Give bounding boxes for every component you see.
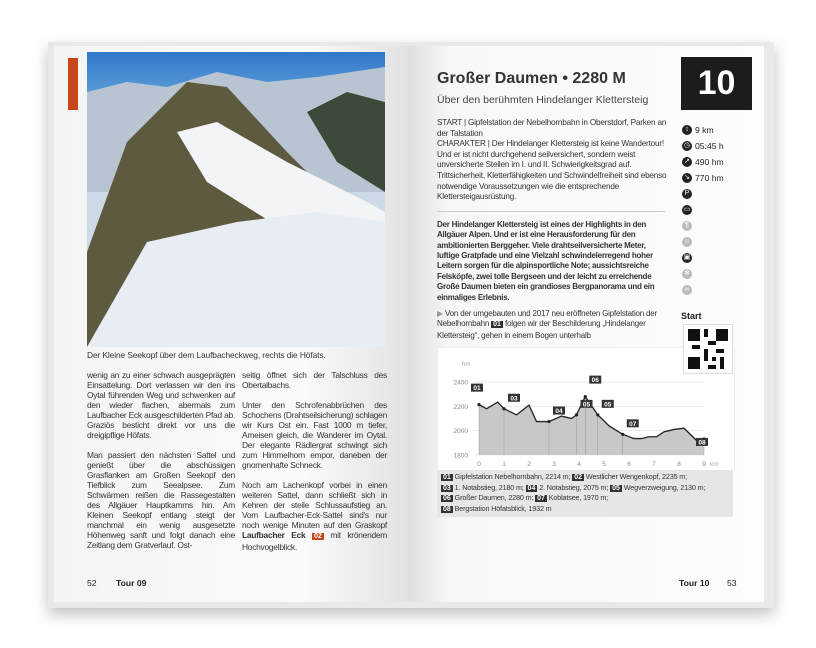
stat-cablecar (682, 250, 724, 266)
waypoint-label: 03 (510, 395, 518, 403)
x-tick-label: 2 (527, 461, 531, 469)
legend-text: Großer Daumen, 2280 m; (454, 493, 534, 503)
legend-marker: 01 (443, 474, 451, 482)
photo-caption: Der Kleine Seekopf über dem Laufbacheckweg, rechts die Höfats. (87, 350, 326, 360)
stat-bus (682, 202, 724, 218)
y-tick-label: 1800 (453, 452, 468, 460)
intro-text: Der Hindelanger Klettersteig ist eines der Highlights in den Allgäuer Alpen. Und er ist eine Herausforderung für den ambitionierten Berggeher. Viele drahtseilversicherte Meter, luftige Gratpfade und eine Vielzahl schwindelerregend hoher Leitern sorgen für die alpinsportliche Note; aussichtsreiche Felsköpfe, zwei tolle Bergseen und der leicht zu erreichende Große Daumen bieten ein grandioses Bergpanorama und ein einmaliges Erlebnis. (437, 219, 655, 302)
waypoint-label: 05 (604, 401, 612, 409)
y-axis-label: hm (462, 362, 471, 369)
legend-item (526, 483, 611, 492)
chapter-tab (68, 58, 78, 110)
bus-icon: ▭ (683, 206, 691, 213)
waypoint-label: 08 (698, 439, 706, 447)
legend-marker: 06 (443, 495, 451, 503)
stat-value: 05:45 h (695, 141, 724, 151)
tour-stats (682, 122, 724, 298)
parking-icon: P (682, 189, 692, 199)
paragraph: wenig an zu einer schwach ausgeprägten Einsattelung. Dort verlassen wir den ins Oytal führenden Weg und schwenken auf den wieder flachen, abermals zum Laufbacher Eck ausgeschilderten Pfad ab. Graziös besticht direkt vor uns die dreigipflige Höfats. (87, 370, 235, 440)
legend-marker: 03 (443, 484, 451, 492)
waypoint-label: 07 (629, 421, 637, 429)
legend-item (572, 472, 687, 481)
page-number-right: 53 (727, 578, 737, 588)
mountain-photo (87, 52, 385, 347)
text-column-1 (87, 370, 235, 560)
tour-label-right: Tour 10 (679, 578, 710, 588)
x-tick-label: 9 (702, 461, 706, 469)
legend-item (441, 483, 526, 492)
divider (437, 211, 665, 212)
distance-icon: ↕ (682, 125, 692, 135)
waypoint-marker: 01 (493, 321, 501, 329)
legend-item (535, 493, 608, 502)
waypoint-point (502, 407, 505, 410)
x-tick-label: 5 (602, 461, 606, 469)
tour-title: Großer Daumen • 2280 M (437, 70, 626, 87)
character-info: CHARAKTER | Der Hindelanger Klettersteig ist keine Wandertour! Und er ist nicht durchgehend seilversichert, sondern weist unversicherte Stellen im I. und II. Schwierigkeitsgrad auf. Trittsicherheit, Kletterfähigkeiten und Schwindelfreiheit sind ebenso notwendige Voraussetzungen wie die entsprechende Klettersteigausrüstung. (437, 139, 667, 202)
legend-item (441, 472, 572, 481)
y-tick-label: 2200 (453, 404, 468, 412)
tour-label-left: Tour 09 (116, 578, 147, 588)
legend-marker: 07 (537, 495, 545, 503)
stat-value: 770 hm (695, 173, 724, 183)
stat-ascent (682, 154, 724, 170)
paragraph: Man passiert den nächsten Sattel und genießt über die abschüssigen Grasflanken am Großen Seekopf den Tiefblick zum Seealpsee. Zum Schwärmen reißen die Rassegestalten des Allgäuer Hauptkamms hin. Am Kleinen Seekopf entlang steigt der manchmal ein wenig ausgesetzte Höhenweg sanft und folgt danach eine Zeitlang dem Gratverlauf. Ost- (87, 450, 235, 550)
start-label: Start (681, 311, 702, 321)
play-icon: ▶ (437, 309, 445, 318)
legend-text: Bergstation Höfatsblick, 1932 m (454, 504, 552, 513)
x-axis-label: km (710, 461, 719, 469)
stat-food (682, 218, 724, 234)
legend-item (610, 483, 705, 492)
x-tick-label: 8 (677, 461, 681, 469)
x-tick-label: 1 (502, 461, 506, 469)
paragraph: Unter den Schrofenabbrüchen des Schochens (Drahtseilsicherung) schlagen wir Kurs Ost ein. Fast 1000 m tiefer, Ameisen gleich, die Wanderer im Oytal. Der elegante Rädlergrat schwingt sich zum Himmelhorn empor, daneben der gnomenhafte Schneck. (242, 400, 387, 470)
stat-bike (682, 282, 724, 298)
y-tick-label: 2000 (453, 428, 468, 436)
tour-info (437, 118, 669, 203)
waypoint-point (621, 433, 624, 436)
waypoint-label: 05 (582, 401, 591, 409)
text: mit krönendem Hochvogelblick. (242, 530, 388, 552)
legend-text: 1. Notabstieg, 2180 m; (454, 482, 524, 492)
family-icon: ☺ (683, 238, 691, 245)
x-tick-label: 7 (652, 461, 656, 469)
stat-value: 9 km (695, 125, 714, 135)
x-tick-label: 4 (577, 461, 581, 469)
tour-subtitle: Über den berühmten Hindelanger Klettersteig (437, 94, 649, 106)
stat-parking (682, 186, 724, 202)
tour-number: 10 (681, 57, 752, 110)
descent-icon: ↘ (682, 173, 692, 183)
snowflake-icon: ✻ (682, 269, 692, 279)
text: Von der umgebauten und 2017 neu eröffneten Gipfelstation der Nebelhornbahn (437, 309, 658, 329)
waypoint-label: 06 (591, 377, 599, 385)
legend-item (441, 504, 551, 513)
clock-icon: ◷ (683, 142, 691, 149)
stat-winter (682, 266, 724, 282)
text: folgen wir der Beschilderung „Hindelanger Klettersteig“, gehen in einem Bogen unterhalb (437, 319, 646, 340)
waypoint-marker: 02 (313, 533, 322, 540)
waypoint-point (477, 403, 480, 406)
waypoint-label: 04 (555, 408, 563, 416)
legend-text: Westlicher Wengenkopf, 2235 m; (585, 472, 687, 482)
qr-code[interactable] (683, 324, 733, 374)
waypoint-point (596, 413, 599, 416)
legend-text: Koblatsee, 1970 m; (548, 493, 608, 503)
waypoint-point (584, 395, 587, 398)
ascent-icon: ↗ (682, 157, 692, 167)
place-name: Laufbacher Eck (242, 530, 306, 540)
stat-duration (682, 138, 724, 154)
text: Noch am Lachenkopf vorbei in einen weiteren Sattel, dann schließt sich in Kehren der steile Schlussaufstieg an. Vom Laufbacher-Eck-Sattel sind's nur noch wenige Minuten auf den Graskopf (242, 480, 387, 530)
x-tick-label: 3 (552, 461, 556, 469)
legend-text: Wegverzweigung, 2130 m; (623, 482, 706, 492)
legend-text: 2. Notabstieg, 2075 m; (539, 482, 609, 492)
bike-icon: ∞ (682, 285, 692, 295)
waypoint-legend (437, 470, 733, 516)
waypoint-label: 01 (473, 385, 481, 393)
page-number-left: 52 (87, 578, 97, 588)
start-info: START | Gipfelstation der Nebelhornbahn in Oberstdorf, Parken an der Talstation (437, 118, 667, 138)
x-tick-label: 6 (627, 461, 631, 469)
legend-marker: 05 (612, 484, 620, 492)
restaurant-icon: ¶ (682, 221, 692, 231)
paragraph (242, 480, 387, 552)
stat-distance (682, 122, 724, 138)
stat-descent (682, 170, 724, 186)
legend-item (441, 493, 535, 502)
cable-car-icon: ▣ (683, 254, 691, 261)
y-tick-label: 2400 (453, 379, 468, 387)
waypoint-point (547, 420, 550, 423)
stat-family (682, 234, 724, 250)
stat-value: 490 hm (695, 157, 724, 167)
legend-marker: 08 (443, 506, 451, 513)
legend-marker: 02 (574, 474, 582, 482)
text-column-2 (242, 370, 387, 562)
x-tick-label: 0 (477, 461, 481, 469)
legend-text: Gipfelstation Nebelhornbahn, 2214 m; (454, 472, 571, 482)
waypoint-point (575, 413, 578, 416)
paragraph: seitig öffnet sich der Talschluss des Obertalbachs. (242, 370, 387, 390)
legend-marker: 04 (527, 484, 536, 492)
route-text (437, 309, 669, 341)
